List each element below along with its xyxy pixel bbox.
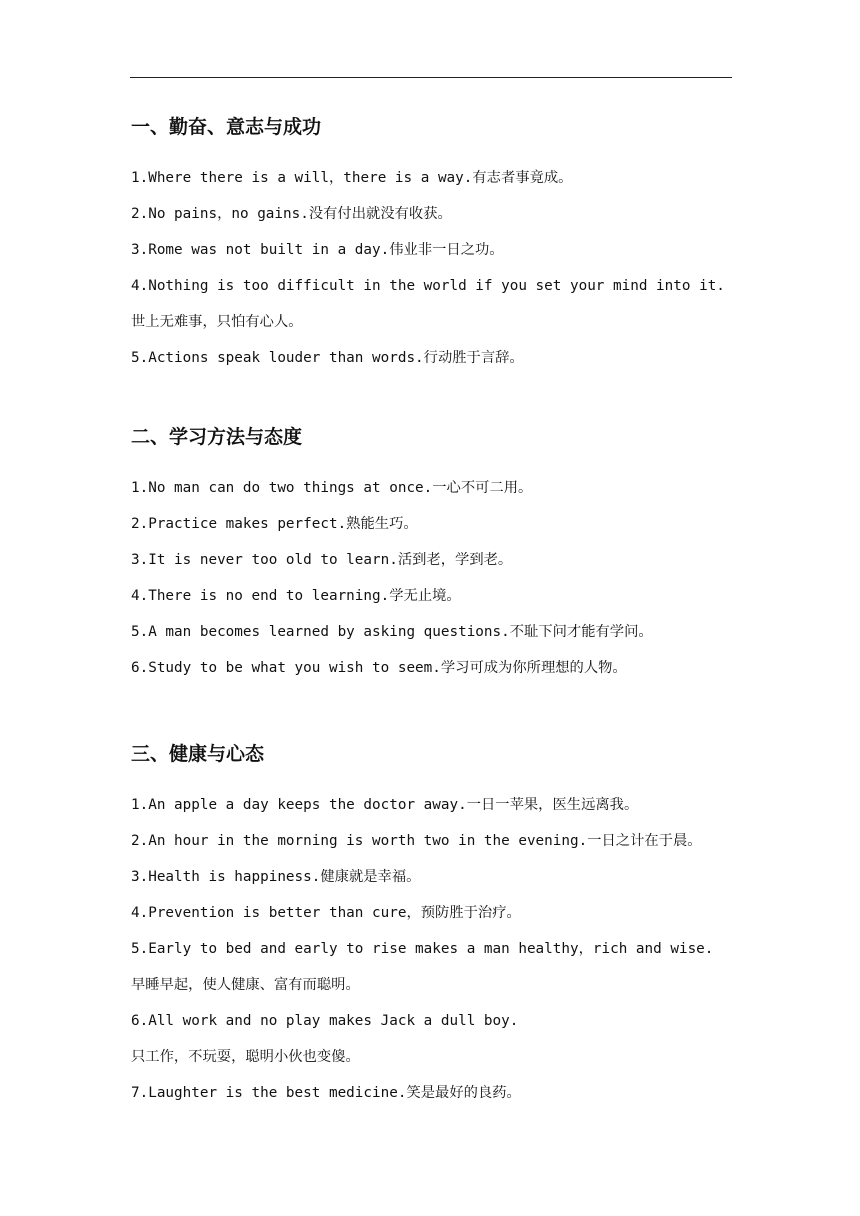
proverb-list	[131, 470, 731, 686]
proverb-line: 3.Rome was not built in a day.伟业非一日之功。	[131, 242, 504, 258]
header-rule	[130, 77, 732, 78]
proverb-line: 5.Early to bed and early to rise makes a man healthy，rich and wise.	[131, 941, 714, 957]
proverb-translation-line: 只工作，不玩耍，聪明小伙也变傻。	[131, 1049, 360, 1065]
section-diligence-will-success	[131, 113, 731, 376]
proverb-line: 6.All work and no play makes Jack a dull boy.	[131, 1013, 519, 1029]
proverb-line: 1.Where there is a will，there is a way.有志者事竟成。	[131, 170, 573, 186]
proverb-list	[131, 787, 731, 1111]
proverb-line: 2.No pains，no gains.没有付出就没有收获。	[131, 206, 452, 222]
proverb-translation-line: 早睡早起，使人健康、富有而聪明。	[131, 977, 360, 993]
proverb-line: 2.Practice makes perfect.熟能生巧。	[131, 516, 418, 532]
proverb-line: 4.Prevention is better than cure，预防胜于治疗。	[131, 905, 521, 921]
proverb-translation-line: 世上无难事，只怕有心人。	[131, 314, 303, 330]
section-health-mindset	[131, 740, 731, 1111]
proverb-line: 5.A man becomes learned by asking questions.不耻下问才能有学问。	[131, 624, 653, 640]
proverb-line: 1.An apple a day keeps the doctor away.一日一苹果，医生远离我。	[131, 797, 639, 813]
proverb-line: 3.Health is happiness.健康就是幸福。	[131, 869, 421, 885]
document-body	[131, 113, 731, 1111]
proverb-line: 7.Laughter is the best medicine.笑是最好的良药。	[131, 1085, 521, 1101]
proverb-line: 2.An hour in the morning is worth two in the evening.一日之计在于晨。	[131, 833, 702, 849]
proverb-line: 3.It is never too old to learn.活到老，学到老。	[131, 552, 513, 568]
section-study-method-attitude	[131, 423, 731, 686]
proverb-line: 4.Nothing is too difficult in the world if you set your mind into it.	[131, 278, 725, 294]
section-heading: 一、勤奋、意志与成功	[131, 116, 322, 138]
section-heading: 二、学习方法与态度	[131, 426, 303, 448]
proverb-line: 4.There is no end to learning.学无止境。	[131, 588, 461, 604]
proverb-list	[131, 160, 731, 376]
proverb-line: 1.No man can do two things at once.一心不可二用。	[131, 480, 533, 496]
section-heading: 三、健康与心态	[131, 743, 265, 765]
proverb-line: 5.Actions speak louder than words.行动胜于言辞。	[131, 350, 524, 366]
proverb-line: 6.Study to be what you wish to seem.学习可成为你所理想的人物。	[131, 660, 627, 676]
